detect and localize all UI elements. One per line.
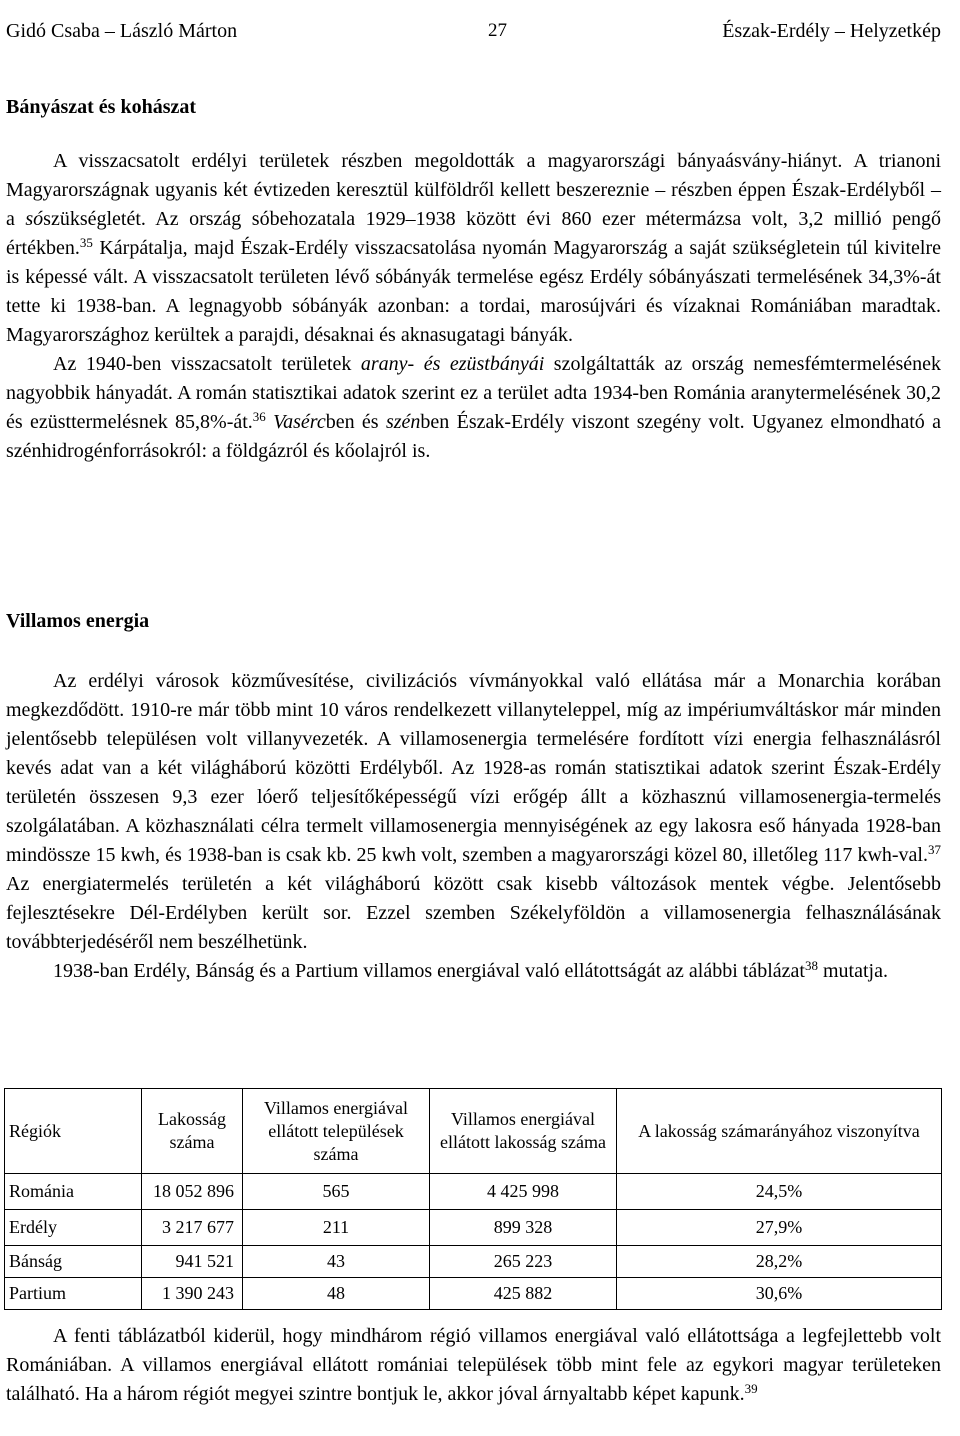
- table-cell: 28,2%: [617, 1246, 942, 1278]
- section-heading-mining: Bányászat és kohászat: [6, 96, 197, 118]
- footnote-ref[interactable]: 37: [928, 842, 941, 857]
- table-cell: 18 052 896: [142, 1174, 243, 1210]
- table-header-row: [5, 1089, 942, 1174]
- table-cell: 565: [243, 1174, 430, 1210]
- table-cell: 265 223: [430, 1246, 617, 1278]
- table-cell: 24,5%: [617, 1174, 942, 1210]
- column-header: A lakosság számarányához viszonyítva: [617, 1089, 942, 1174]
- table-cell: Bánság: [5, 1246, 142, 1278]
- section-body-mining: [6, 147, 941, 466]
- page-number: 27: [488, 20, 507, 41]
- column-header: Villamos energiával ellátott lakosság száma: [430, 1089, 617, 1174]
- footnote-ref[interactable]: 38: [804, 958, 818, 973]
- table-cell: Partium: [5, 1278, 142, 1310]
- footnote-ref[interactable]: 36: [252, 409, 266, 424]
- table-cell: 43: [243, 1246, 430, 1278]
- section-heading-electricity: Villamos energia: [6, 610, 150, 632]
- closing-paragraph: [6, 1322, 941, 1409]
- table-row: [5, 1246, 942, 1278]
- table-cell: 211: [243, 1210, 430, 1246]
- column-header: Régiók: [5, 1089, 142, 1174]
- table-cell: 3 217 677: [142, 1210, 243, 1246]
- column-header: Villamos energiával ellátott települések száma: [243, 1089, 430, 1174]
- table-cell: 899 328: [430, 1210, 617, 1246]
- table-row: [5, 1210, 942, 1246]
- table-cell: 30,6%: [617, 1278, 942, 1310]
- table-cell: 4 425 998: [430, 1174, 617, 1210]
- table-row: [5, 1278, 942, 1310]
- table-cell: 27,9%: [617, 1210, 942, 1246]
- table-row: [5, 1174, 942, 1210]
- page-header: [6, 20, 941, 52]
- table-cell: Erdély: [5, 1210, 142, 1246]
- paragraph: 1938-ban Erdély, Bánság és a Partium villamos energiával való ellátottságát az alábbi táblázat$^{38}$ mutatja.: [53, 958, 888, 982]
- section-body-electricity: [6, 667, 941, 986]
- paragraph: A visszacsatolt erdélyi területek részben megoldották a magyarországi bányaásvány-hiányt. A trianoni Magyarországnak ugyanis két évtizeden keresztül külföldről kellett beszereznie – részben éppen Észak-Erdélyből – a sószükségletét. Az ország sóbehozatala 1929–1938 között évi 860 ezer métermázsa volt, 3,2 millió pengő értékben.$^{35}$ Kárpátalja, majd Észak-Erdély visszacsatolása nyomán Magyarország a saját szükségletein túl kivitelre is képessé vált. A visszacsatolt területen lévő sóbányák termelése egész Erdély sóbányászati termelésének 34,3%-át tette ki 1938-ban. A legnagyobb sóbányák azonban: a tordai, marosújvári és vízaknai Romániában maradtak. Magyarországhoz kerültek a parajdi, désaknai és aknasugatagi bányák.: [6, 150, 941, 346]
- table-cell: 48: [243, 1278, 430, 1310]
- table-cell: 941 521: [142, 1246, 243, 1278]
- footnote-ref[interactable]: 35: [79, 235, 93, 250]
- table-cell: 425 882: [430, 1278, 617, 1310]
- table-cell: Románia: [5, 1174, 142, 1210]
- paragraph: A fenti táblázatból kiderül, hogy mindhárom régió villamos energiával való ellátottsága a legfejlettebb volt Romániában. A villamos energiával ellátott romániai települések több mint fele az egykori magyar területeken található. Ha a három régiót megyei szintre bontjuk le, akkor jóval árnyaltabb képet kapunk.$^{39}$: [6, 1325, 941, 1405]
- header-title: Észak-Erdély – Helyzetkép: [722, 20, 941, 42]
- footnote-ref[interactable]: 39: [744, 1381, 758, 1396]
- table-cell: 1 390 243: [142, 1278, 243, 1310]
- paragraph: Az erdélyi városok közművesítése, civilizációs vívmányokkal való ellátása már a Monarchia korában megkezdődött. 1910-re már több mint 10 város rendelkezett villanyteleppel, míg az impériumváltáskor már minden jelentősebb településen volt villanyvezeték. A villamosenergia termelésére fordított vízi energia felhasználásról kevés adat van a két világháború közötti Erdélyből. Az 1928-as román statisztikai adatok szerint Észak-Erdély területén összesen 9,3 ezer lóerő teljesítőképességű vízi erőgép állt a közhasznú villamosenergia-termelés szolgálatában. A közhasználati célra termelt villamosenergia mennyiségének az egy lakosra eső hányada 1928-ban mindössze 15 kwh, és 1938-ban is csak kb. 25 kwh volt, szemben a magyarországi közel 80, illetőleg 117 kwh-val.$^{37}$ Az energiatermelés területén a két világháború között csak kisebb változások mentek végbe. Jelentősebb fejlesztésekre Dél-Erdélyben került sor. Ezzel szemben Székelyföldön a villamosenergia felhasználásának továbbterjedéséről nem beszélhetünk.: [6, 670, 941, 953]
- header-authors: Gidó Csaba – László Márton: [6, 20, 238, 42]
- column-header: Lakosság száma: [142, 1089, 243, 1174]
- paragraph: Az 1940-ben visszacsatolt területek arany- és ezüstbányái szolgáltatták az ország nemesfémtermelésének nagyobbik hányadát. A román statisztikai adatok szerint ez a terület adta 1934-ben Románia aranytermelésének 30,2 és ezüsttermelésnek 85,8%-át.$^{36}$ Vasércben és szénben Észak-Erdély viszont szegény volt. Ugyanez elmondható a szénhidrogénforrásokról: a földgázról és kőolajról is.: [6, 353, 942, 462]
- electricity-table: [4, 1088, 942, 1310]
